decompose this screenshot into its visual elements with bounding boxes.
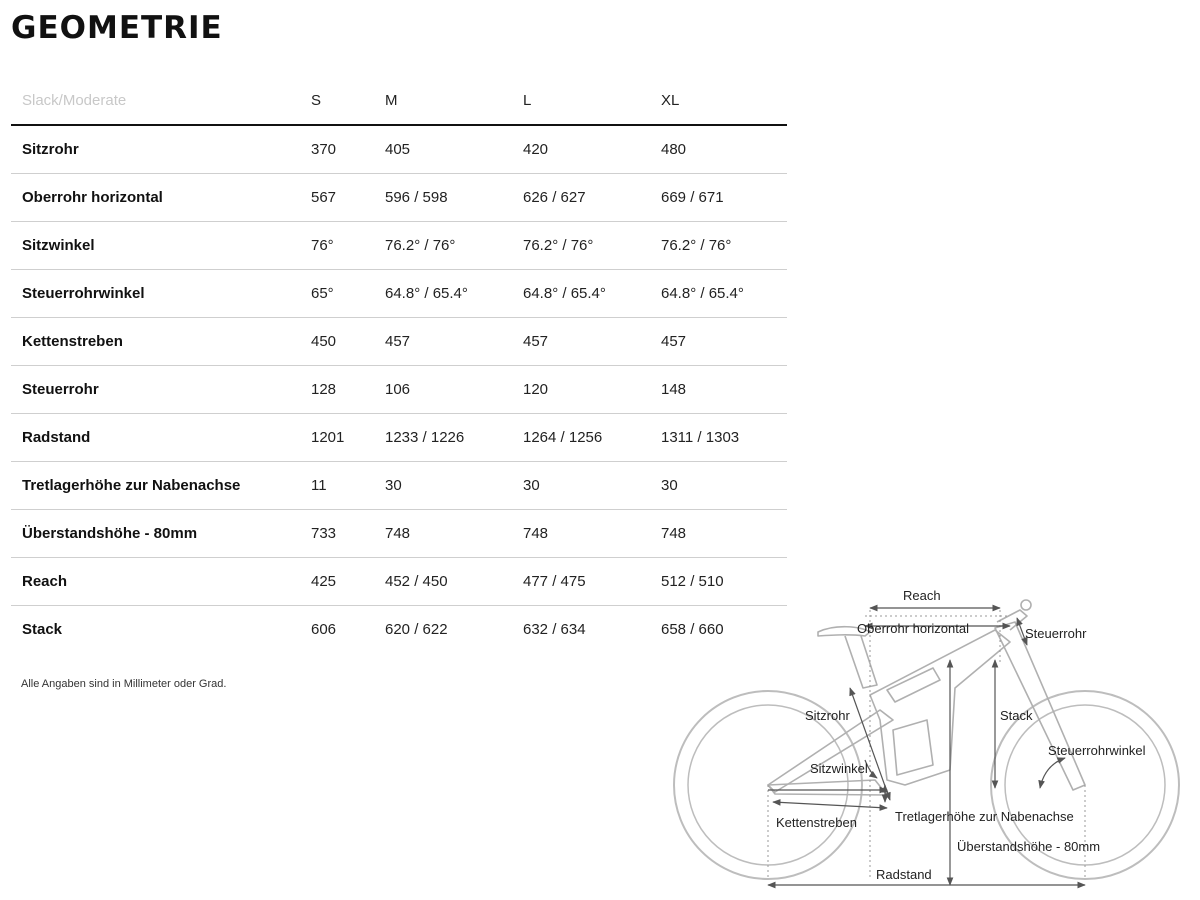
cell-value: 30 — [385, 476, 402, 494]
row-label: Kettenstreben — [22, 332, 123, 350]
cell-value: 748 — [523, 524, 549, 542]
cell-value: 76° — [311, 236, 334, 254]
cell-value: 567 — [311, 188, 337, 206]
cell-value: 106 — [385, 380, 411, 398]
cell-value: 450 — [311, 332, 337, 350]
row-label: Steuerrohrwinkel — [22, 284, 145, 302]
cell-value: 480 — [661, 140, 687, 158]
cell-value: 120 — [523, 380, 549, 398]
cell-value: 748 — [661, 524, 687, 542]
geometry-table — [11, 76, 787, 653]
table-row — [11, 365, 787, 413]
label-head-angle: Steuerrohrwinkel — [1048, 743, 1146, 758]
table-row — [11, 269, 787, 317]
cell-value: 596 / 598 — [385, 188, 448, 206]
label-seat-angle: Sitzwinkel — [810, 761, 868, 776]
cell-value: 76.2° / 76° — [661, 236, 732, 254]
cell-value: 64.8° / 65.4° — [661, 284, 744, 302]
cell-value: 128 — [311, 380, 337, 398]
row-label: Sitzwinkel — [22, 236, 95, 254]
table-row — [11, 509, 787, 557]
table-row — [11, 317, 787, 365]
row-label: Überstandshöhe - 80mm — [22, 524, 198, 542]
cell-value: 620 / 622 — [385, 620, 448, 638]
label-reach: Reach — [903, 588, 941, 603]
cell-value: 11 — [311, 476, 327, 494]
cell-value: 76.2° / 76° — [523, 236, 594, 254]
table-row — [11, 125, 787, 173]
cell-value: 512 / 510 — [661, 572, 724, 590]
cell-value: 64.8° / 65.4° — [523, 284, 606, 302]
size-header-s: S — [311, 91, 322, 109]
cell-value: 1233 / 1226 — [385, 428, 465, 446]
variant-label: Slack/Moderate — [22, 91, 127, 109]
cell-value: 65° — [311, 284, 334, 302]
size-header-l: L — [523, 91, 532, 109]
cell-value: 370 — [311, 140, 337, 158]
cell-value: 420 — [523, 140, 549, 158]
cell-value: 632 / 634 — [523, 620, 586, 638]
label-stack: Stack — [1000, 708, 1033, 723]
cell-value: 626 / 627 — [523, 188, 586, 206]
cell-value: 1311 / 1303 — [661, 428, 740, 446]
row-label: Sitzrohr — [22, 140, 79, 158]
cell-value: 30 — [523, 476, 540, 494]
cell-value: 1201 — [311, 428, 345, 446]
cell-value: 748 — [385, 524, 411, 542]
row-label: Stack — [22, 620, 63, 638]
row-label: Radstand — [22, 428, 91, 446]
label-wheelbase: Radstand — [876, 867, 932, 882]
cell-value: 457 — [661, 332, 687, 350]
cell-value: 425 — [311, 572, 337, 590]
cell-value: 477 / 475 — [523, 572, 586, 590]
cell-value: 76.2° / 76° — [385, 236, 456, 254]
label-top-tube: Oberrohr horizontal — [857, 621, 969, 636]
cell-value: 405 — [385, 140, 411, 158]
row-label: Oberrohr horizontal — [22, 188, 163, 206]
cell-value: 64.8° / 65.4° — [385, 284, 468, 302]
table-row — [11, 173, 787, 221]
row-label: Tretlagerhöhe zur Nabenachse — [22, 476, 241, 494]
row-label: Steuerrohr — [22, 380, 99, 398]
units-footnote: Alle Angaben sind in Millimeter oder Grad. — [21, 678, 227, 690]
table-row — [11, 461, 787, 509]
table-row — [11, 221, 787, 269]
cell-value: 457 — [523, 332, 549, 350]
table-header-row — [11, 76, 787, 125]
cell-value: 1264 / 1256 — [523, 428, 603, 446]
cell-value: 606 — [311, 620, 337, 638]
page-title: GEOMETRIE — [11, 10, 223, 46]
cell-value: 30 — [661, 476, 678, 494]
cell-value: 148 — [661, 380, 687, 398]
size-header-xl: XL — [661, 91, 680, 109]
cell-value: 658 / 660 — [661, 620, 724, 638]
size-header-m: M — [385, 91, 398, 109]
label-standover: Überstandshöhe - 80mm — [957, 839, 1101, 854]
row-label: Reach — [22, 572, 68, 590]
label-head-tube: Steuerrohr — [1025, 626, 1087, 641]
table-row — [11, 413, 787, 461]
cell-value: 733 — [311, 524, 337, 542]
cell-value: 457 — [385, 332, 411, 350]
cell-value: 669 / 671 — [661, 188, 724, 206]
bike-geometry-diagram — [665, 580, 1195, 895]
label-bb-drop: Tretlagerhöhe zur Nabenachse — [895, 809, 1074, 824]
cell-value: 452 / 450 — [385, 572, 448, 590]
label-seat-tube: Sitzrohr — [805, 708, 850, 723]
label-chainstay: Kettenstreben — [776, 815, 857, 830]
